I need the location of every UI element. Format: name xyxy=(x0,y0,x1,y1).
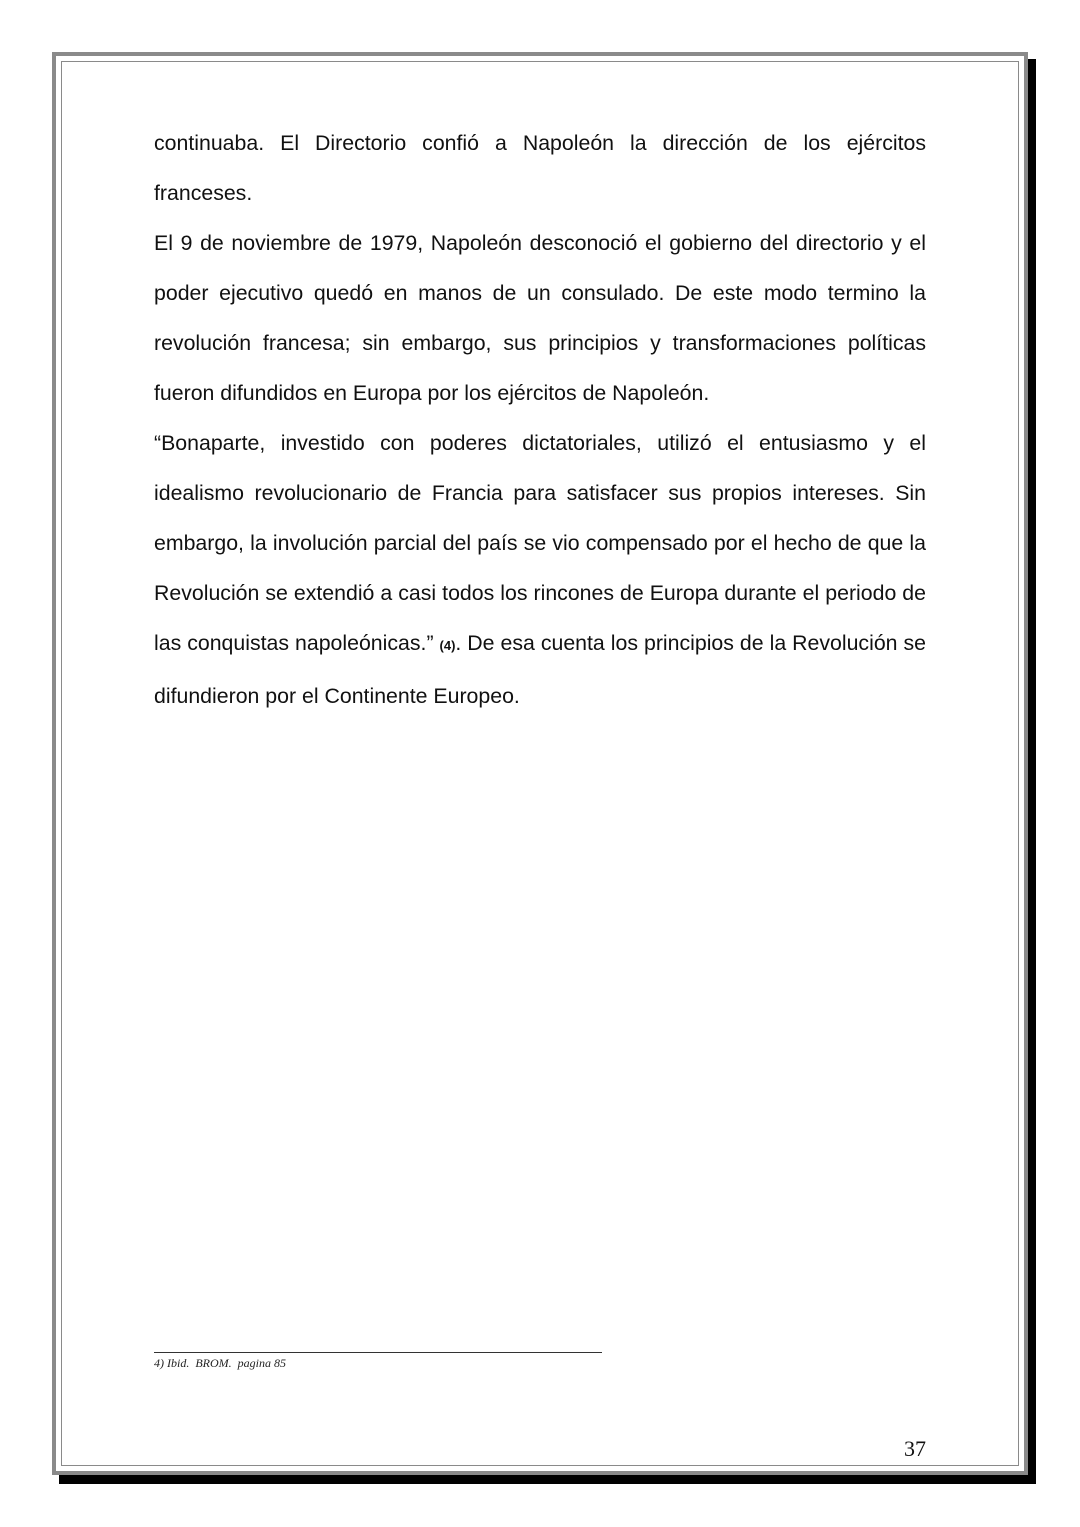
page-number: 37 xyxy=(904,1436,926,1461)
quote-paragraph xyxy=(154,418,926,721)
paragraph: El 9 de noviembre de 1979, Napoleón desconoció el gobierno del directorio y el poder ejecutivo quedó en manos de un consulado. De este modo termino la revolución francesa; sin embargo, sus principios y transformaciones políticas fueron difundidos en Europa por los ejércitos de Napoleón. xyxy=(154,231,926,405)
footnote: 4) Ibid. BROM. pagina 85 xyxy=(154,1356,286,1370)
quote-continuation: . De esa cuenta los principios de la Revolución se difundieron por el Continente Europeo. xyxy=(154,631,926,708)
footnote-separator xyxy=(154,1352,602,1353)
footnote-reference: (4) xyxy=(439,638,456,653)
paragraph: continuaba. El Directorio confió a Napoleón la dirección de los ejércitos franceses. xyxy=(154,131,926,205)
quote-text: “Bonaparte, investido con poderes dictatoriales, utilizó el entusiasmo y el idealismo revolucionario de Francia para satisfacer sus propios intereses. Sin embargo, la involución parcial del país se vio compensado por el hecho de que la Revolución se extendió a casi todos los rincones de Europa durante el periodo de las conquistas napoleónicas.” xyxy=(154,431,926,655)
body-text xyxy=(154,118,926,721)
